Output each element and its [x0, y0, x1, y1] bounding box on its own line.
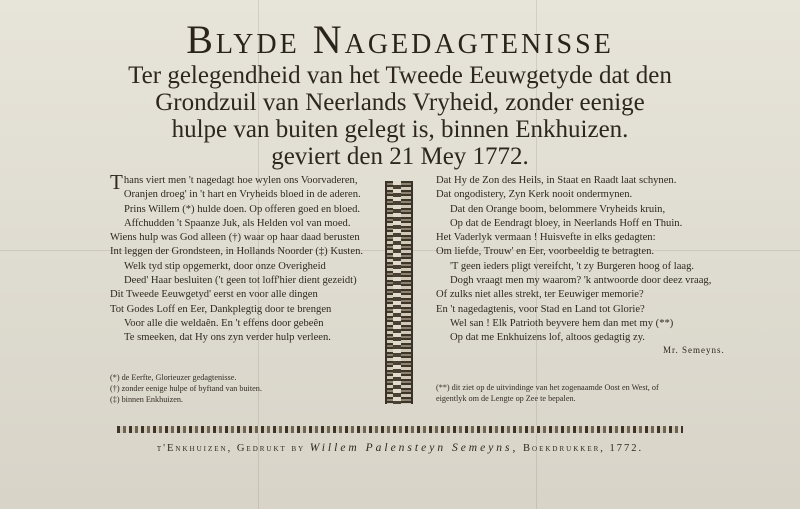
poem-line-text: Dat Hy de Zon des Heils, in Staat en Raadt laat schynen. [436, 175, 677, 186]
footnote-line: (**) dit ziet op de uitvindinge van het zogenaamde Oost en West, of [436, 383, 659, 392]
poem-line-text: Int leggen der Grondsteen, in Hollands Noorder (‡) Kusten. [110, 246, 364, 258]
poem-line [436, 288, 736, 302]
poem-line [110, 245, 380, 259]
footnote-line: eigentlyk om de Lengte op Zee te bepalen. [436, 394, 576, 403]
imprint-role: Boekdrukker, [523, 443, 605, 454]
poem-line-text: Voor alle die weldaên. En 't effens door gebeên [124, 317, 324, 329]
footnote-right [436, 382, 659, 404]
poem-line [436, 317, 736, 331]
poem-line-text: Affchudden 't Spaanze Juk, als Helden vol van moed. [124, 217, 351, 229]
poem-line [436, 217, 736, 231]
ornamental-horizontal-border [117, 426, 683, 433]
imprint-place: t'Enkhuizen, [156, 443, 233, 454]
author-signature: Mr. Semeyns. [663, 345, 725, 355]
poem-line-text: Dogh vraagt men my waarom? 'k antwoorde door deez vraag, [450, 275, 712, 287]
poem-line [110, 303, 380, 317]
poem-line [110, 203, 380, 217]
subtitle-line-2: Grondzuil van Neerlands Vryheid, zonder eenige [155, 89, 645, 116]
subtitle-line-3: hulpe van buiten gelegt is, binnen Enkhuizen. [171, 116, 629, 143]
poem-line [110, 188, 380, 202]
imprint-printed-by: Gedrukt by [236, 443, 306, 454]
poem-line [110, 288, 380, 302]
poem-line-text: Het Vaderlyk vermaan ! Huisvefte in elks gedagten: [436, 232, 656, 244]
poem-line [110, 217, 380, 231]
poem-line-text: Te smeeken, dat Hy ons zyn verder hulp verleen. [124, 332, 331, 344]
poem-line [436, 188, 736, 202]
poem-line [436, 203, 736, 217]
imprint-year: 1772. [609, 443, 644, 454]
poem-line [436, 231, 736, 245]
poem-line [110, 317, 380, 331]
imprint-line [0, 442, 800, 454]
poem-line-text: Wiens hulp was God alleen (†) waar op haar daad berusten [110, 232, 360, 244]
poem-line-text: Welk tyd stip opgemerkt, door onze Overigheid [124, 260, 326, 272]
footnote-line: (*) de Eerfte, Glorieuzer gedagtenisse. [110, 373, 237, 382]
imprint-printer: Willem Palensteyn Semeyns, [309, 442, 519, 454]
poem-line [110, 170, 380, 194]
poem-line [436, 174, 736, 188]
poem-line [110, 274, 380, 288]
poem-line-text: 'T geen ieders pligt vereifcht, 't zy Burgeren hoog of laag. [450, 260, 695, 272]
poem-line-text: Om liefde, Trouw' en Eer, voorbeeldig te betragten. [436, 246, 655, 258]
ornamental-vertical-border [385, 181, 413, 404]
poem-line-text: Op dat de Eendragt bloey, in Neerlands Hoff en Thuin. [450, 217, 683, 229]
subtitle-line-4: geviert den 21 Mey 1772. [271, 143, 529, 170]
poem-line-text: En 't nagedagtenis, voor Stad en Land tot Glorie? [436, 303, 645, 315]
poem-left-column [110, 170, 380, 346]
poem-line-text: Of zulks niet alles strekt, ter Eeuwiger memorie? [436, 289, 644, 301]
footnote-line: (‡) binnen Enkhuizen. [110, 395, 183, 404]
poem-line-text: Dit Tweede Eeuwgetyd' eerst en voor alle dingen [110, 289, 318, 301]
poem-line-text: Op dat me Enkhuizens lof, altoos gedagtig zy. [450, 332, 645, 344]
poem-line [436, 331, 736, 345]
poem-line-text: Deed' Haar besluiten ('t geen tot loff'hier dient gezeidt) [124, 275, 357, 287]
poem-line [436, 245, 736, 259]
page-title: Blyde Nagedagtenisse [186, 17, 614, 62]
footnote-line: (†) zonder eenige hulpe of byftand van buiten. [110, 384, 262, 393]
poem-line-text: Tot Godes Loff en Eer, Dankplegtig door te brengen [110, 303, 332, 315]
poem-line [436, 274, 736, 288]
poem-line-text: Prins Willem (*) hulde doen. Op offeren goed en bloed. [124, 203, 361, 215]
poem-right-column [436, 174, 736, 346]
drop-cap: T [110, 170, 123, 194]
poem-line-text: hans viert men 't nagedagt hoe wylen ons Voorvaderen, [123, 175, 358, 186]
poem-line [436, 260, 736, 274]
poem-line [110, 231, 380, 245]
poem-line [436, 303, 736, 317]
poem-line-text: Oranjen droeg' in 't hart en Vryheids bloed in de aderen. [123, 189, 361, 201]
poem-line-text: Wel san ! Elk Patrioth beyvere hem dan met my (**) [450, 317, 674, 329]
poem-line-text: Dat den Orange boom, belommere Vryheids kruin, [450, 203, 666, 215]
poem-line-text: Dat ongodistery, Zyn Kerk nooit ondermynen. [436, 189, 633, 201]
subtitle-line-1: Ter gelegendheid van het Tweede Eeuwgetyde dat den [128, 62, 672, 89]
poem-line [110, 260, 380, 274]
footnotes-left [110, 372, 262, 405]
poem-line [110, 331, 380, 345]
